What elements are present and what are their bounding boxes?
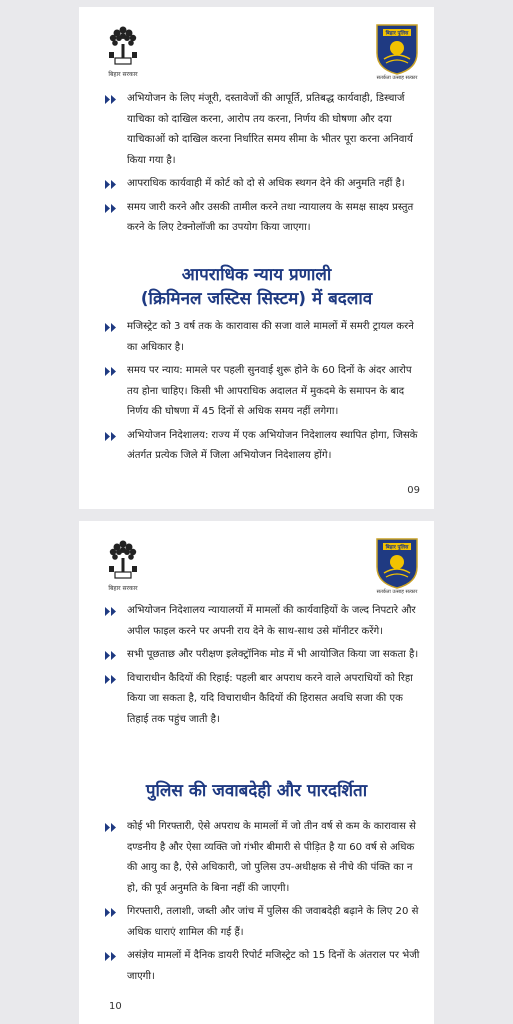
page-header bbox=[79, 7, 434, 81]
section-heading: पुलिस की जवाबदेही और पारदर्शिता bbox=[145, 781, 368, 801]
police-shield-icon bbox=[374, 23, 420, 75]
section-heading bbox=[79, 263, 434, 311]
double-chevron-icon bbox=[105, 952, 118, 961]
bullet-list-top bbox=[105, 601, 422, 733]
bihar-police-logo bbox=[374, 23, 420, 83]
double-chevron-icon bbox=[105, 607, 118, 616]
double-chevron-icon bbox=[105, 180, 118, 189]
list-item: कोई भी गिरफ्तारी, ऐसे अपराध के मामलों में जो तीन वर्ष से कम के कारावास से दण्डनीय है और ऐसा व्यक्ति जो गंभीर बीमारी से पीड़ित है या 60 वर्ष से अधिक की आयु का है, ऐसे अधिकारी, जो पुलिस उप-अधीक्षक से नीचे की पंक्ति का न हो, की पूर्व अनुमति के बिना नहीं की जाएगी। bbox=[105, 817, 422, 899]
double-chevron-icon bbox=[105, 367, 118, 376]
bihar-government-emblem bbox=[103, 22, 143, 84]
list-item: मजिस्ट्रेट को 3 वर्ष तक के कारावास की सजा वाले मामलों में समरी ट्रायल करने का अधिकार है। bbox=[105, 317, 422, 358]
double-chevron-icon bbox=[105, 204, 118, 213]
list-item: समय पर न्याय: मामले पर पहली सुनवाई शुरू होने के 60 दिनों के अंदर आरोप तय होना चाहिए। किसी भी आपराधिक अदालत में मुकदमे के समापन के बाद निर्णय की घोषणा में 45 दिनों से अधिक समय नहीं लगेगा। bbox=[105, 361, 422, 423]
bullet-list-bottom bbox=[105, 817, 422, 990]
double-chevron-icon bbox=[105, 675, 118, 684]
list-item: अभियोजन निदेशालय: राज्य में एक अभियोजन निदेशालय स्थापित होगा, जिसके अंतर्गत प्रत्येक जिले में जिला अभियोजन निदेशालय होंगे। bbox=[105, 426, 422, 467]
bihar-government-emblem bbox=[103, 536, 143, 598]
emblem-caption: बिहार सरकार bbox=[108, 585, 138, 592]
double-chevron-icon bbox=[105, 95, 118, 104]
bihar-police-logo bbox=[374, 537, 420, 597]
bullet-list-top bbox=[105, 89, 422, 242]
double-chevron-icon bbox=[105, 432, 118, 441]
bodhi-tree-icon bbox=[103, 22, 143, 70]
double-chevron-icon bbox=[105, 823, 118, 832]
list-item: अभियोजन के लिए मंजूरी, दस्तावेजों की आपूर्ति, प्रतिबद्ध कार्यवाही, डिस्चार्ज याचिका को दाखिल करना, आरोप तय करना, निर्णय की घोषणा और दया याचिकाओं को दाखिल करना निर्धारित समय सीमा के भीतर पूरा करना अनिवार्य किया गया है। bbox=[105, 89, 422, 171]
svg-text:बिहार पुलिस: बिहार पुलिस bbox=[385, 30, 409, 37]
list-item: अभियोजन निदेशालय न्यायालयों में मामलों की कार्यवाहियों के जल्द निपटारे और अपील फाइल करने पर अपनी राय देने के साथ-साथ उसे मॉनीटर करेंगे। bbox=[105, 601, 422, 642]
double-chevron-icon bbox=[105, 908, 118, 917]
bullet-list-bottom bbox=[105, 317, 422, 470]
heading-line-1: आपराधिक न्याय प्रणाली bbox=[181, 265, 332, 285]
page-number: 09 bbox=[407, 485, 420, 496]
double-chevron-icon bbox=[105, 323, 118, 332]
page-number: 10 bbox=[109, 1001, 122, 1012]
page-header bbox=[79, 521, 434, 595]
bodhi-tree-icon bbox=[103, 536, 143, 584]
document-page-09 bbox=[79, 7, 434, 509]
list-item: समय जारी करने और उसकी तामील करने तथा न्यायालय के समक्ष साक्ष्य प्रस्तुत करने के लिए टेक्नोलॉजी का उपयोग किया जाएगा। bbox=[105, 198, 422, 239]
heading-line-2: (क्रिमिनल जस्टिस सिस्टम) में बदलाव bbox=[140, 289, 373, 309]
list-item: गिरफ्तारी, तलाशी, जब्ती और जांच में पुलिस की जवाबदेही बढ़ाने के लिए 20 से अधिक धाराएं शामिल की गई हैं। bbox=[105, 902, 422, 943]
police-shield-icon bbox=[374, 537, 420, 589]
police-caption: सतर्कता उत्साह सत्कार bbox=[376, 75, 418, 81]
double-chevron-icon bbox=[105, 651, 118, 660]
list-item: सभी पूछताछ और परीक्षण इलेक्ट्रॉनिक मोड में भी आयोजित किया जा सकता है। bbox=[105, 645, 422, 666]
list-item: आपराधिक कार्यवाही में कोर्ट को दो से अधिक स्थगन देने की अनुमति नहीं है। bbox=[105, 174, 422, 195]
list-item: असंज्ञेय मामलों में दैनिक डायरी रिपोर्ट मजिस्ट्रेट को 15 दिनों के अंतराल पर भेजी जाएगी। bbox=[105, 946, 422, 987]
svg-text:बिहार पुलिस: बिहार पुलिस bbox=[385, 544, 409, 551]
emblem-caption: बिहार सरकार bbox=[108, 71, 138, 78]
police-caption: सतर्कता उत्साह सत्कार bbox=[376, 589, 418, 595]
document-page-10 bbox=[79, 521, 434, 1024]
list-item: विचाराधीन कैदियों की रिहाई: पहली बार अपराध करने वाले अपराधियों को रिहा किया जा सकता है, यदि विचाराधीन कैदियों की हिरासत अवधि सजा की एक तिहाई तक पहुंच जाती है। bbox=[105, 669, 422, 731]
